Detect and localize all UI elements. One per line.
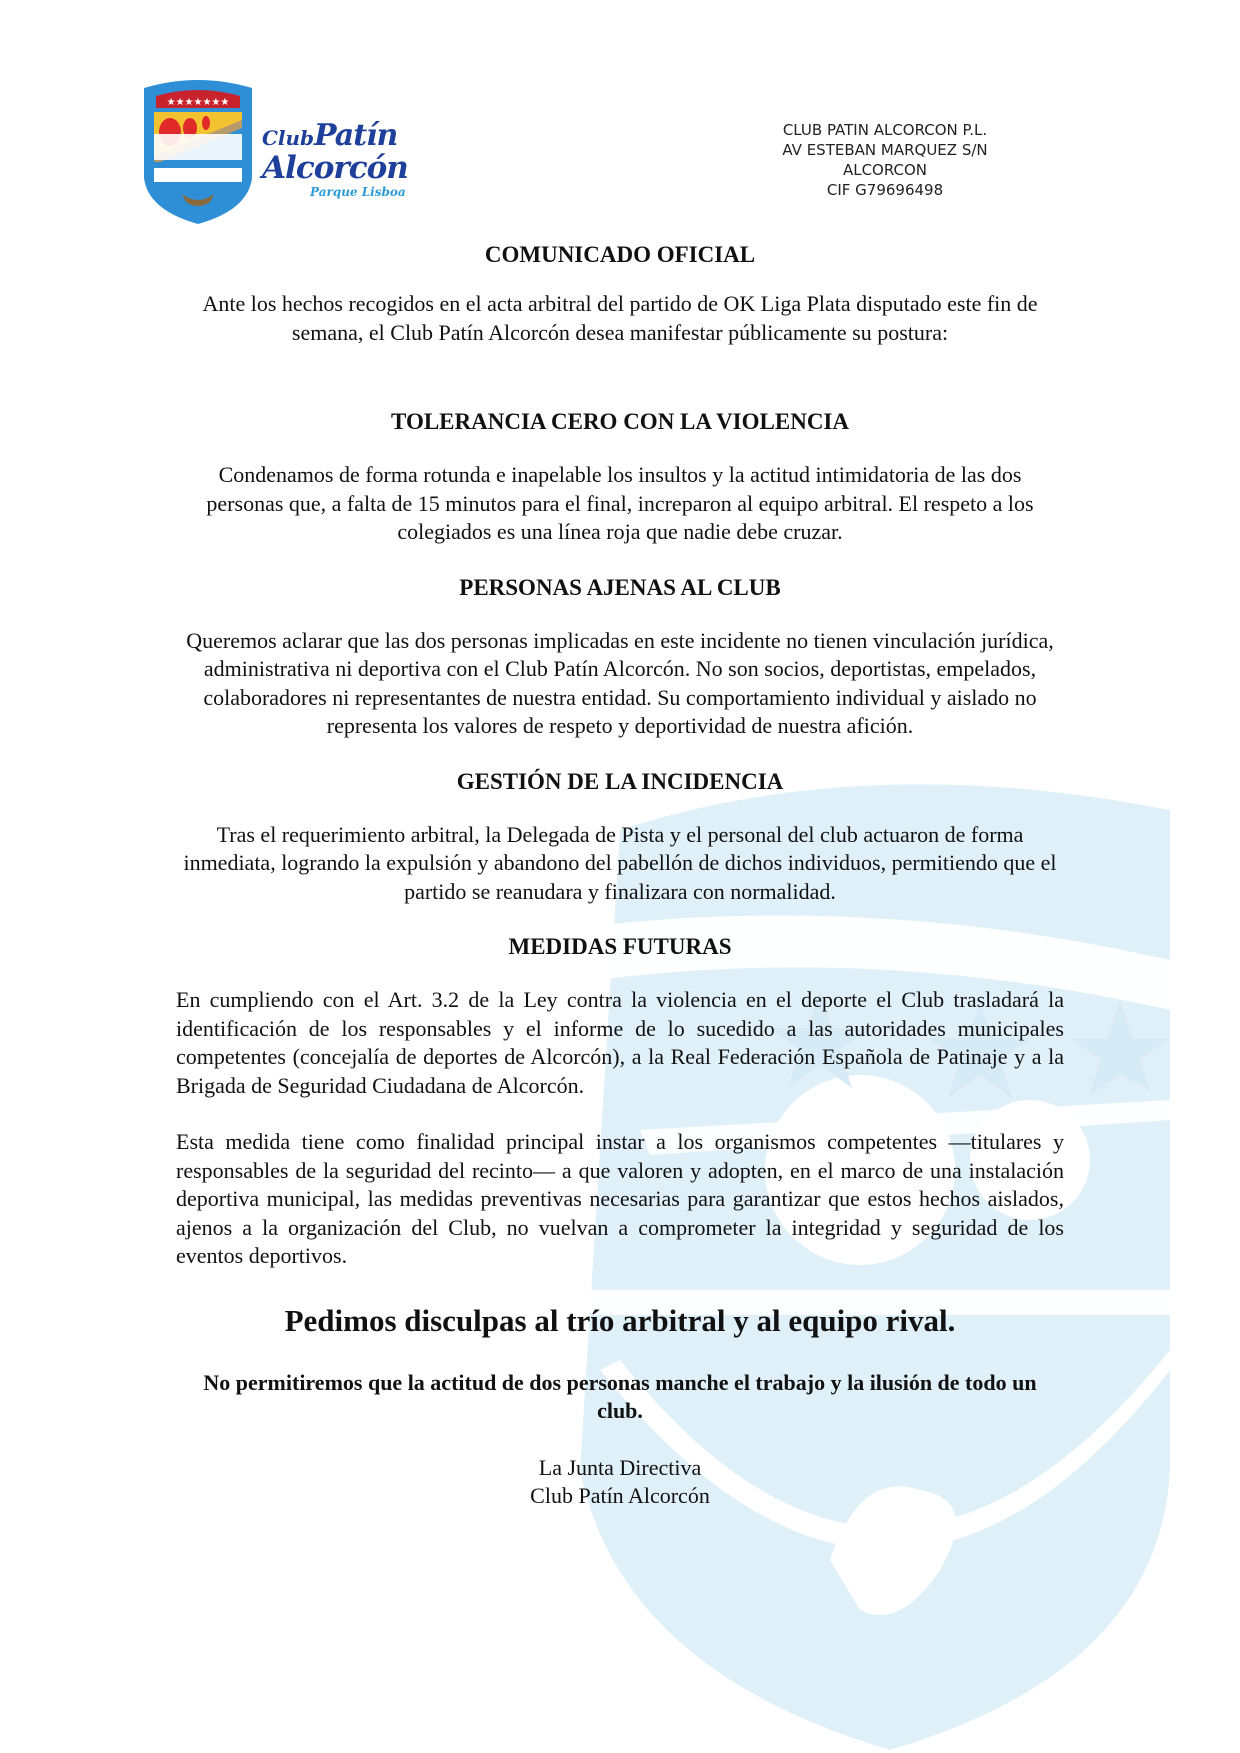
signature-block xyxy=(176,1454,1064,1511)
section-body: Condenamos de forma rotunda e inapelable los insultos y la actitud intimidatoria de las dos personas que, a falta de 15 minutos para el final, increparon al equipo arbitral. El respeto a los colegiados es una línea roja que nadie debe cruzar. xyxy=(206,462,1034,544)
section-heading: MEDIDAS FUTURAS xyxy=(508,934,732,959)
club-wordmark xyxy=(262,118,462,199)
document-title: COMUNICADO OFICIAL xyxy=(484,242,756,267)
logo-club-text: Club xyxy=(262,126,315,150)
section-body: En cumpliendo con el Art. 3.2 de la Ley contra la violencia en el deporte el Club trasladará la identificación de los responsables y el informe de lo sucedido a las autoridades municipales competentes (concejalía de deportes de Alcorcón), a la Real Federación Española de Patinaje y a la Brigada de Seguridad Ciudadana de Alcorcón. xyxy=(176,987,1064,1098)
section-body-continued: Esta medida tiene como finalidad principal instar a los organismos competentes —titulares y responsables de la seguridad del recinto— a que valoren y adopten, en el marco de una instalación deportiva municipal, las medidas preventivas necesarias para garantizar que estos hechos aislados, ajenos a la organización del Club, no vuelvan a comprometer la integridad y seguridad de los eventos deportivos. xyxy=(176,1129,1064,1268)
address-line: CIF G79696498 xyxy=(826,181,944,199)
club-crest-icon xyxy=(138,78,258,224)
section-heading: PERSONAS AJENAS AL CLUB xyxy=(459,574,781,600)
intro-paragraph: Ante los hechos recogidos en el acta arbitral del partido de OK Liga Plata disputado este fin de semana, el Club Patín Alcorcón desea manifestar públicamente su postura: xyxy=(202,291,1038,345)
section-heading: TOLERANCIA CERO CON LA VIOLENCIA xyxy=(391,409,849,434)
logo-parque-text: Parque Lisboa xyxy=(310,185,406,199)
section-body: Queremos aclarar que las dos personas implicadas en este incidente no tienen vinculación jurídica, administrativa ni deportiva con el Club Patín Alcorcón. No son socios, deportistas, empelados, colaboradores ni representantes de nuestra entidad. Su comportamiento individual y aislado no representa los valores de respeto y deportividad de nuestra afición. xyxy=(186,627,1054,738)
logo-alcorcon-text: Alcorcón xyxy=(262,150,408,186)
section-body: Tras el requerimiento arbitral, la Delegada de Pista y el personal del club actuaron de forma inmediata, logrando la expulsión y abandono del pabellón de dichos individuos, permitiendo que el partido se reanudara y finalizara con normalidad. xyxy=(183,821,1057,904)
signature-line: La Junta Directiva xyxy=(538,1454,702,1480)
address-line: CLUB PATIN ALCORCON P.L. xyxy=(782,121,988,139)
address-line: AV ESTEBAN MARQUEZ S/N xyxy=(782,141,988,159)
closing-statement: No permitiremos que la actitud de dos personas manche el trabajo y la ilusión de todo un club. xyxy=(203,1369,1037,1423)
document-body xyxy=(176,242,1064,1511)
svg-text:★★★★★★★: ★★★★★★★ xyxy=(166,97,230,108)
apology-statement: Pedimos disculpas al trío arbitral y al equipo rival. xyxy=(284,1302,956,1338)
section-heading: GESTIÓN DE LA INCIDENCIA xyxy=(456,768,784,794)
logo-patin-text: Patín xyxy=(314,118,398,153)
club-address xyxy=(740,120,1030,200)
address-line: ALCORCON xyxy=(842,161,928,179)
signature-line: Club Patín Alcorcón xyxy=(530,1483,710,1508)
club-logo xyxy=(138,78,450,228)
